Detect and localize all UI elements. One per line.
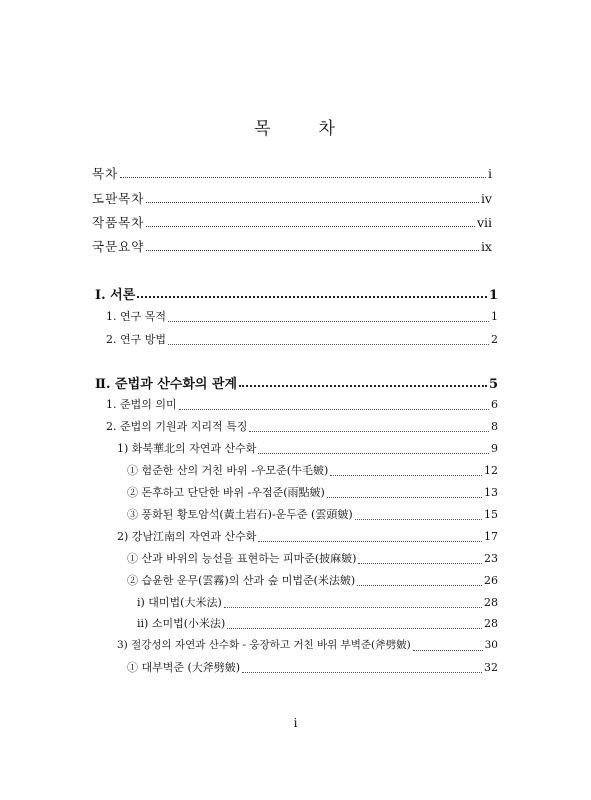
toc-page: 9 <box>491 442 498 455</box>
toc-page: iv <box>480 191 492 206</box>
toc-page: 28 <box>484 596 498 609</box>
dot-leader <box>327 487 482 498</box>
toc-label: 1. 연구 목적 <box>106 310 166 323</box>
dot-leader <box>258 443 489 454</box>
dot-leader <box>357 575 482 586</box>
toc-page: 26 <box>484 574 498 587</box>
toc-entry-front-works[interactable] <box>92 213 492 231</box>
toc-page: 32 <box>484 661 498 674</box>
toc-page: 2 <box>491 333 498 346</box>
dot-leader <box>249 421 489 432</box>
dot-leader <box>137 286 487 298</box>
page-title <box>0 114 591 139</box>
toc-label: ① 대부벽준 (大斧劈皴) <box>127 661 241 674</box>
toc-page: 23 <box>484 552 498 565</box>
toc-label: Ⅰ. 서론 <box>95 288 136 303</box>
toc-entry-section[interactable] <box>106 331 498 349</box>
toc-page: 1 <box>488 288 498 303</box>
toc-page: 1 <box>491 310 498 323</box>
dot-leader <box>330 465 482 476</box>
toc-page: ix <box>480 239 492 254</box>
toc-entry-chapter-1[interactable] <box>95 284 498 302</box>
dot-leader <box>242 662 482 673</box>
dot-leader <box>224 597 482 608</box>
toc-entry-subitem[interactable] <box>137 594 498 612</box>
toc-page: 6 <box>491 398 498 411</box>
title-char-2: 차 <box>318 119 337 139</box>
toc-label: ① 험준한 산의 거친 바위 -우모준(牛毛皴) <box>127 464 329 477</box>
toc-label: 2. 준법의 기원과 지리적 특징 <box>106 420 248 433</box>
toc-entry-section[interactable] <box>106 396 498 414</box>
toc-page: 15 <box>484 508 498 521</box>
toc-label: 도판목차 <box>92 191 145 206</box>
toc-entry-item[interactable] <box>127 484 498 502</box>
toc-page: 12 <box>484 464 498 477</box>
toc-entry-item[interactable] <box>127 572 498 590</box>
toc-label: 2. 연구 방법 <box>106 333 166 346</box>
dot-leader <box>146 192 479 203</box>
toc-entry-subsection[interactable] <box>117 637 498 655</box>
toc-label: ① 산과 바위의 능선을 표현하는 피마준(披麻皴) <box>127 552 357 565</box>
toc-page: 13 <box>484 486 498 499</box>
toc-label: 1. 준법의 의미 <box>106 398 177 411</box>
toc-entry-subsection[interactable] <box>117 528 498 546</box>
toc-page: i <box>488 166 492 181</box>
toc-entry-item[interactable] <box>127 659 498 677</box>
toc-label: ③ 풍화된 황토암석(黃土岩石)-운두준 (雲頭皴) <box>127 508 353 521</box>
toc-label: ② 습윤한 운무(雲霧)의 산과 숲 미법준(米法皴) <box>127 574 356 587</box>
toc-label: 작품목차 <box>92 215 145 230</box>
toc-entry-item[interactable] <box>127 550 498 568</box>
toc-entry-chapter-2[interactable] <box>95 373 498 391</box>
dot-leader <box>358 553 482 564</box>
dot-leader <box>168 334 489 345</box>
dot-leader <box>168 311 489 322</box>
toc-label-contents-a: 목 <box>92 166 106 181</box>
dot-leader <box>146 240 479 251</box>
toc-page: 8 <box>491 420 498 433</box>
toc-label: Ⅱ. 준법과 산수화의 관계 <box>95 377 238 392</box>
toc-label-contents-b: 차 <box>105 166 119 181</box>
toc-entry-front-abstract[interactable] <box>92 237 492 255</box>
dot-leader <box>239 375 487 387</box>
toc-entry-section[interactable] <box>106 418 498 436</box>
toc-entry-subsection[interactable] <box>117 440 498 458</box>
toc-page: 28 <box>484 617 498 630</box>
dot-leader <box>120 167 486 178</box>
toc-entry-item[interactable] <box>127 462 498 480</box>
toc-entry-item[interactable] <box>127 506 498 524</box>
toc-page: 30 <box>484 639 498 651</box>
toc-label: 3) 절강성의 자연과 산수화 - 웅장하고 거친 바위 부벽준(斧劈皴) <box>117 639 411 651</box>
dot-leader <box>227 618 482 629</box>
toc-entry-front-contents[interactable] <box>92 164 492 182</box>
toc-label: 국문요약 <box>92 239 145 254</box>
toc-entry-subitem[interactable] <box>137 615 498 633</box>
toc-label: ⅰ) 대미법(大米法) <box>137 596 222 609</box>
dot-leader <box>258 531 482 542</box>
toc-label: 1) 화북華北의 자연과 산수화 <box>117 442 257 455</box>
toc-label: ② 돈후하고 단단한 바위 -우점준(雨點皴) <box>127 486 325 499</box>
toc-page: 5 <box>488 377 498 392</box>
dot-leader <box>146 216 475 227</box>
title-char-1: 목 <box>254 119 273 139</box>
dot-leader <box>355 509 482 520</box>
toc-entry-front-plates[interactable] <box>92 189 492 207</box>
dot-leader <box>413 640 483 651</box>
toc-page: vii <box>476 215 492 230</box>
toc-label: ⅱ) 소미법(小米法) <box>137 617 226 630</box>
toc-page: 17 <box>484 530 498 543</box>
toc-label: 2) 강남江南의 자연과 산수화 <box>117 530 257 543</box>
page-number: i <box>293 716 298 730</box>
toc-entry-section[interactable] <box>106 308 498 326</box>
dot-leader <box>179 399 489 410</box>
